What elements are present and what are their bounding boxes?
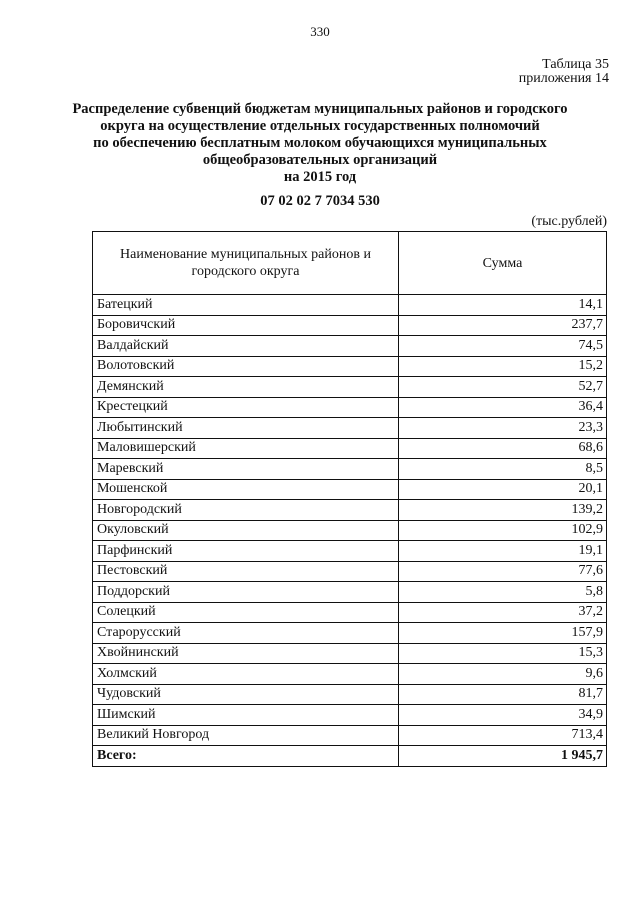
- district-amount: 34,9: [399, 705, 607, 726]
- district-name: Парфинский: [93, 541, 399, 562]
- table-reference: [519, 58, 609, 86]
- table-row: [93, 418, 607, 439]
- district-name: Демянский: [93, 377, 399, 398]
- table-row: [93, 582, 607, 603]
- title-line: по обеспечению бесплатным молоком обучающихся муниципальных: [93, 135, 547, 151]
- budget-code: 07 02 02 7 7034 530: [260, 193, 380, 209]
- title-line: Распределение субвенций бюджетам муниципальных районов и городского: [72, 101, 568, 117]
- document-title: [60, 101, 580, 186]
- district-name: Боровичский: [93, 315, 399, 336]
- district-name: Крестецкий: [93, 397, 399, 418]
- district-name: Маревский: [93, 459, 399, 480]
- table-row: [93, 356, 607, 377]
- district-name: Мошенской: [93, 479, 399, 500]
- district-name: Новгородский: [93, 500, 399, 521]
- table-row: [93, 623, 607, 644]
- district-name: Шимский: [93, 705, 399, 726]
- table-row: [93, 643, 607, 664]
- title-line: округа на осуществление отдельных государственных полномочий: [100, 118, 540, 134]
- district-amount: 8,5: [399, 459, 607, 480]
- table-header-row: [93, 232, 607, 295]
- district-name: Маловишерский: [93, 438, 399, 459]
- table-row: [93, 438, 607, 459]
- district-name: Холмский: [93, 664, 399, 685]
- table-row: [93, 397, 607, 418]
- appendix-ref-line: приложения 14: [518, 71, 609, 86]
- page-number: 330: [310, 24, 330, 39]
- header-amount: Сумма: [399, 232, 607, 295]
- district-amount: 68,6: [399, 438, 607, 459]
- district-name: Любытинский: [93, 418, 399, 439]
- table-row: [93, 377, 607, 398]
- district-amount: 9,6: [399, 664, 607, 685]
- table-row: [93, 541, 607, 562]
- distribution-table: [92, 231, 607, 767]
- district-amount: 37,2: [399, 602, 607, 623]
- district-amount: 237,7: [399, 315, 607, 336]
- district-name: Окуловский: [93, 520, 399, 541]
- district-name: Чудовский: [93, 684, 399, 705]
- table-row: [93, 295, 607, 316]
- district-amount: 14,1: [399, 295, 607, 316]
- district-amount: 81,7: [399, 684, 607, 705]
- district-name: Поддорский: [93, 582, 399, 603]
- header-name: Наименование муниципальных районов и городского округа: [93, 232, 399, 295]
- units-label: (тыс.рублей): [531, 214, 607, 229]
- total-row: [93, 746, 607, 767]
- table-row: [93, 664, 607, 685]
- district-amount: 139,2: [399, 500, 607, 521]
- table-row: [93, 479, 607, 500]
- total-amount: 1 945,7: [399, 746, 607, 767]
- total-label: Всего:: [93, 746, 399, 767]
- table-row: [93, 725, 607, 746]
- district-name: Хвойнинский: [93, 643, 399, 664]
- district-name: Волотовский: [93, 356, 399, 377]
- district-amount: 102,9: [399, 520, 607, 541]
- table-row: [93, 602, 607, 623]
- table-row: [93, 520, 607, 541]
- district-name: Старорусский: [93, 623, 399, 644]
- district-name: Батецкий: [93, 295, 399, 316]
- district-amount: 157,9: [399, 623, 607, 644]
- district-amount: 52,7: [399, 377, 607, 398]
- district-amount: 36,4: [399, 397, 607, 418]
- table-row: [93, 561, 607, 582]
- district-amount: 77,6: [399, 561, 607, 582]
- table-body: [93, 295, 607, 767]
- district-name: Солецкий: [93, 602, 399, 623]
- district-amount: 19,1: [399, 541, 607, 562]
- table-row: [93, 336, 607, 357]
- district-amount: 15,3: [399, 643, 607, 664]
- district-amount: 20,1: [399, 479, 607, 500]
- district-name: Валдайский: [93, 336, 399, 357]
- table-row: [93, 315, 607, 336]
- table-ref-line: Таблица 35: [542, 57, 609, 72]
- table-row: [93, 500, 607, 521]
- district-amount: 23,3: [399, 418, 607, 439]
- district-amount: 713,4: [399, 725, 607, 746]
- table-row: [93, 705, 607, 726]
- table-row: [93, 684, 607, 705]
- title-line: общеобразовательных организаций: [202, 152, 438, 168]
- district-amount: 5,8: [399, 582, 607, 603]
- district-amount: 74,5: [399, 336, 607, 357]
- table-row: [93, 459, 607, 480]
- district-name: Пестовский: [93, 561, 399, 582]
- district-name: Великий Новгород: [93, 725, 399, 746]
- title-line: на 2015 год: [283, 169, 357, 185]
- district-amount: 15,2: [399, 356, 607, 377]
